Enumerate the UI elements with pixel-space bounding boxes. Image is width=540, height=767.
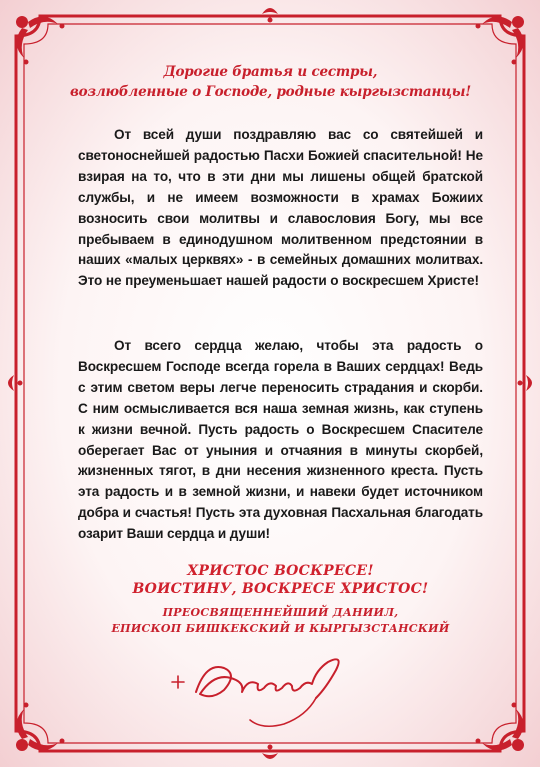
signatory-position: ЕПИСКОП БИШКЕКСКИЙ И КЫРГЫЗСТАНСКИЙ (111, 622, 450, 635)
heading-line-1: Дорогие братья и сестры, (163, 64, 378, 80)
signatory-block (58, 605, 503, 637)
signatory-title: ПРЕОСВЯЩЕННЕЙШИЙ ДАНИИЛ, (162, 606, 399, 619)
body-paragraph-2: От всего сердца желаю, чтобы эта радость о Воскресшем Господе всегда горела в Ваших сердцах! Ведь с этим светом веры легче переносить страдания и скорби. С ним осмысливается вся наша земная жизнь, как ступень к жизни вечной. Пусть радость о Воскресшем Спасителе оберегает Вас от уныния и отчаяния в минуты скорбей, жизненных тягот, в дни несения жизненного креста. Пусть эта радость и в земной жизни, и навеки будет источником добра и счастья! Пусть эта духовная Пасхальная благодать озарит Ваши сердца и души! (78, 338, 483, 542)
greeting-line-2: ВОИСТИНУ, ВОСКРЕСЕ ХРИСТОС! (132, 581, 429, 597)
body-paragraph-1: От всей души поздравляю вас со святейшей и светоноснейшей радостью Пасхи Божией спасительной! Не взирая на то, что в эти дни мы лишены общей братской службы, и не имеем возможности в храмах Божиих возносить свои молитвы и славословия Богу, мы все пребываем в единодушном молитвенном предстоянии в наших «малых церквях» - в семейных домашних молитвах. Это не преуменьшает нашей радости о воскресшем Христе! (78, 127, 483, 289)
greeting-line-1: ХРИСТОС ВОСКРЕСЕ! (187, 563, 374, 579)
heading-line-2: возлюбленные о Господе, родные кыргызстанцы! (69, 84, 472, 100)
letter-heading (58, 62, 483, 102)
handwritten-signature (166, 640, 356, 730)
paschal-greeting (58, 562, 503, 598)
letter-content (69, 0, 483, 767)
